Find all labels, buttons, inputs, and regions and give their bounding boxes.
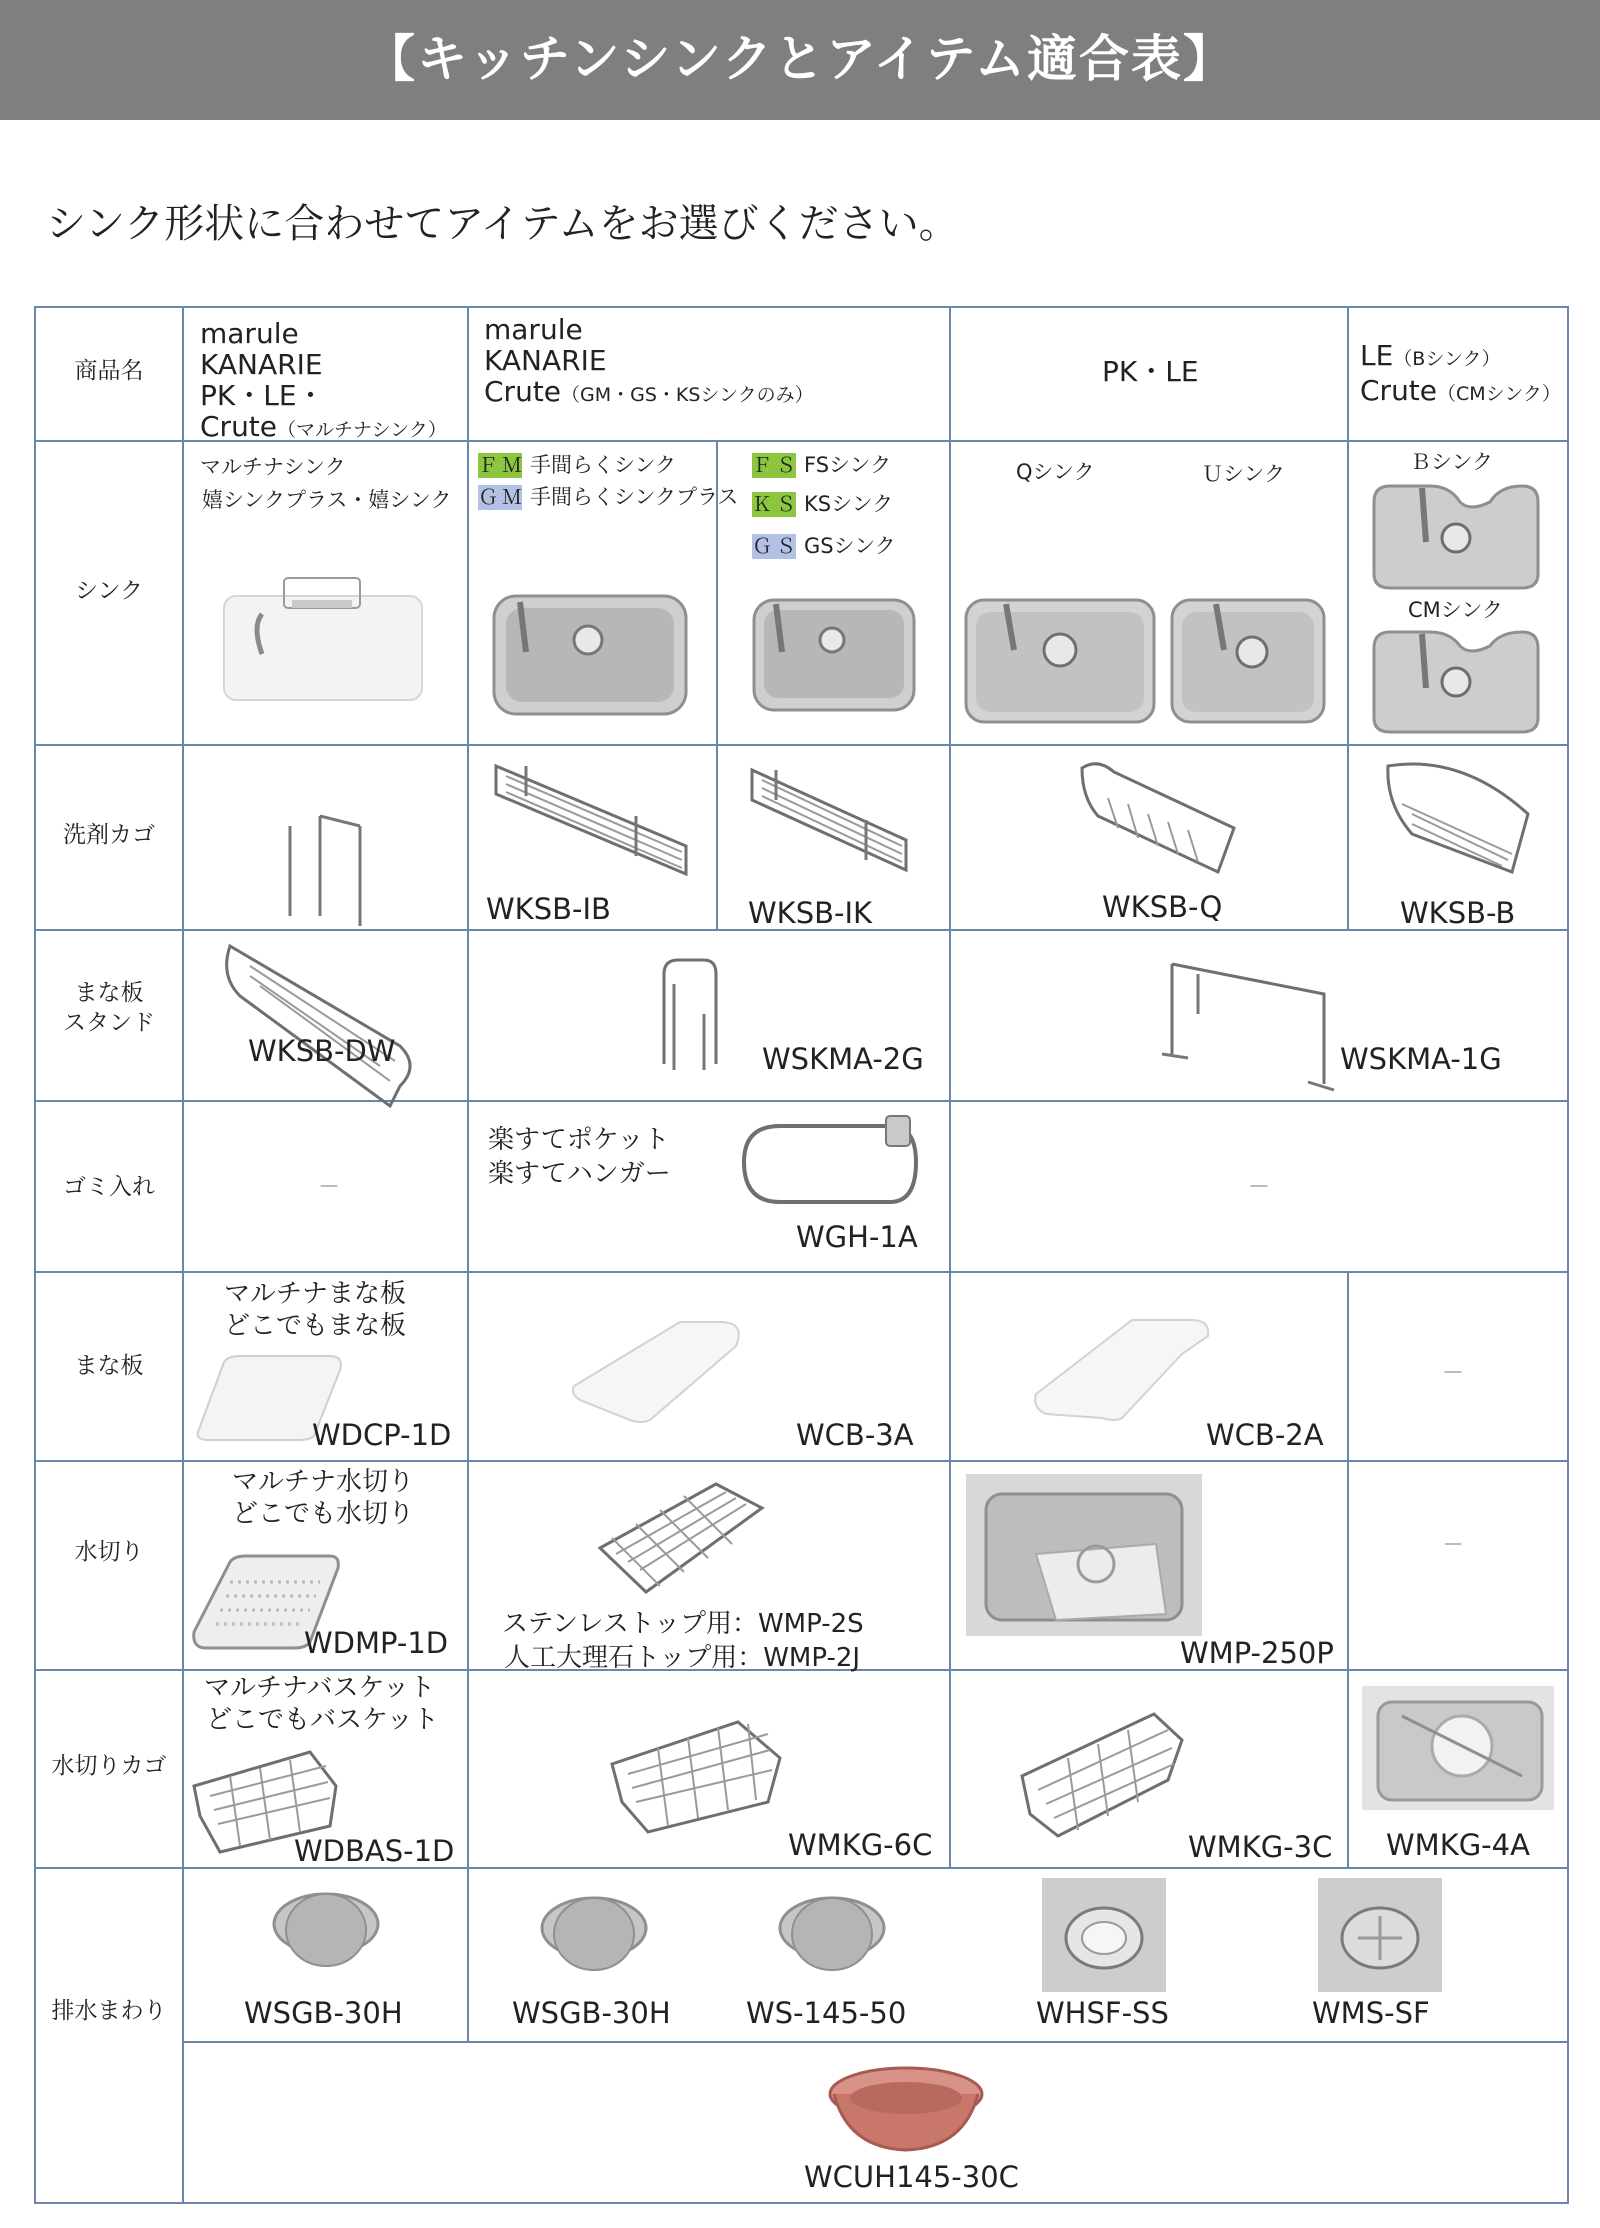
item-wcb-3a: WCB-3A bbox=[796, 1418, 914, 1452]
row-divider bbox=[34, 744, 1569, 746]
row-label-sink: シンク bbox=[75, 578, 143, 604]
product-name: marule bbox=[484, 313, 583, 346]
item-whsf-ss: WHSF-SS bbox=[1036, 1996, 1169, 2030]
sink-gs-label: GSシンク bbox=[804, 534, 896, 558]
item-wmkg-6c: WMKG-6C bbox=[788, 1828, 933, 1862]
sink-fm-label: 手間らくシンク bbox=[530, 453, 677, 477]
wcb-3a-image bbox=[570, 1316, 750, 1426]
table-border-top bbox=[34, 306, 1569, 308]
row-divider bbox=[34, 1867, 1569, 1869]
wmp-2s-image bbox=[596, 1478, 766, 1598]
item-wgh-1a: WGH-1A bbox=[796, 1220, 918, 1254]
wsgb-30h-image-2 bbox=[540, 1894, 648, 1992]
row-label-trash: ゴミ入れ bbox=[63, 1174, 155, 1200]
row-label-drain: 排水まわり bbox=[51, 1998, 167, 2024]
col-divider bbox=[716, 440, 718, 929]
product-name: Crute bbox=[1360, 374, 1438, 407]
drainer-desc-1: マルチナ水切り bbox=[232, 1467, 415, 1497]
sink-q-label: Qシンク bbox=[1016, 460, 1095, 484]
tag-fs: ＦＳ bbox=[752, 453, 800, 477]
header-col4 bbox=[1360, 340, 1561, 410]
wms-sf-image bbox=[1318, 1878, 1442, 1992]
row-label-drainer: 水切り bbox=[74, 1539, 144, 1565]
item-wmkg-4a: WMKG-4A bbox=[1386, 1828, 1530, 1862]
header-col2 bbox=[484, 314, 814, 411]
tag-gm: ＧＭ bbox=[478, 485, 526, 509]
wmp-line-1: ステンレストップ用：WMP-2S bbox=[502, 1609, 864, 1639]
b-sink-image bbox=[1370, 482, 1542, 592]
item-wksb-ik: WKSB-IK bbox=[748, 896, 873, 930]
wksb-ib-image bbox=[486, 756, 700, 876]
item-wsgb-30h-b: WSGB-30H bbox=[512, 1996, 671, 2030]
product-name: LE bbox=[1360, 339, 1394, 372]
wcuh145-30c-image bbox=[828, 2064, 984, 2154]
wksb-ik-image bbox=[746, 760, 916, 876]
item-wksb-dw: WKSB-DW bbox=[248, 1034, 396, 1068]
trash-desc-2: 楽すてハンガー bbox=[488, 1159, 671, 1189]
item-wdcp-1d: WDCP-1D bbox=[312, 1418, 452, 1452]
sink-fs-label: FSシンク bbox=[804, 453, 892, 477]
dash: － bbox=[318, 1175, 341, 1200]
wgh-1a-image bbox=[740, 1112, 920, 1212]
wksb-dw-image bbox=[220, 806, 440, 1116]
page-title: 【キッチンシンクとアイテム適合表】 bbox=[0, 0, 1600, 120]
row-label-board-stand bbox=[34, 978, 184, 1038]
board-desc-1: マルチナまな板 bbox=[224, 1279, 407, 1309]
sink-ks-label: KSシンク bbox=[804, 492, 894, 516]
wskma-2g-image bbox=[654, 954, 724, 1074]
dash: － bbox=[1248, 1175, 1271, 1200]
col-divider bbox=[1347, 306, 1349, 929]
ws-145-50-image bbox=[778, 1894, 886, 1992]
item-wskma-1g: WSKMA-1G bbox=[1340, 1042, 1502, 1076]
row-divider bbox=[34, 1271, 1569, 1273]
sink-fm bbox=[478, 449, 676, 479]
wcb-2a-image bbox=[1032, 1314, 1214, 1424]
wmkg-4a-image bbox=[1362, 1686, 1554, 1810]
tag-ks: ＫＳ bbox=[752, 492, 800, 516]
item-wdmp-1d: WDMP-1D bbox=[304, 1626, 449, 1660]
col-divider bbox=[1347, 1271, 1349, 1867]
white-sink-image bbox=[222, 574, 428, 702]
product-note: （Bシンク） bbox=[1393, 348, 1501, 370]
item-wksb-ib: WKSB-IB bbox=[486, 892, 611, 926]
sink-b-label: Ｂシンク bbox=[1410, 450, 1494, 474]
page-subtitle: シンク形状に合わせてアイテムをお選びください。 bbox=[46, 201, 959, 247]
basket-desc-1: マルチナバスケット bbox=[204, 1673, 436, 1703]
product-note: （CMシンク） bbox=[1437, 383, 1561, 405]
product-name: marule bbox=[200, 317, 299, 350]
item-wksb-b: WKSB-B bbox=[1400, 896, 1516, 930]
item-wksb-q: WKSB-Q bbox=[1102, 890, 1223, 924]
table-border-bottom bbox=[34, 2202, 1569, 2204]
wmkg-3c-image bbox=[1018, 1710, 1186, 1840]
header-label: 商品名 bbox=[74, 358, 144, 384]
wskma-1g-image bbox=[1158, 954, 1338, 1104]
row-divider bbox=[34, 1460, 1569, 1462]
basket-desc-2: どこでもバスケット bbox=[206, 1705, 439, 1735]
row-label-board-stand-line2: スタンド bbox=[63, 1010, 155, 1036]
steel-sink-fs-image bbox=[750, 596, 918, 714]
header-col3: PK・LE bbox=[1102, 355, 1199, 388]
wksb-b-image bbox=[1382, 754, 1532, 878]
row-label-drainer-basket: 水切りカゴ bbox=[51, 1753, 167, 1779]
row-divider bbox=[182, 2041, 1569, 2043]
sink-ks bbox=[752, 488, 893, 518]
wmp-line-2: 人工大理石トップ用：WMP-2J bbox=[504, 1643, 861, 1673]
product-name: Crute bbox=[484, 375, 562, 408]
steel-sink-fm-image bbox=[490, 592, 690, 718]
item-wms-sf: WMS-SF bbox=[1312, 1996, 1430, 2030]
sink-gm-label: 手間らくシンクプラス bbox=[530, 485, 739, 509]
product-name: KANARIE bbox=[484, 344, 607, 377]
sink-gm bbox=[478, 481, 738, 511]
drainer-desc-2: どこでも水切り bbox=[232, 1499, 415, 1529]
row-label-cutting-board: まな板 bbox=[74, 1353, 144, 1379]
item-wdbas-1d: WDBAS-1D bbox=[294, 1834, 455, 1868]
product-name: KANARIE bbox=[200, 348, 323, 381]
row-label-detergent-basket: 洗剤カゴ bbox=[63, 822, 155, 848]
item-wcb-2a: WCB-2A bbox=[1206, 1418, 1324, 1452]
tag-fm: ＦＭ bbox=[478, 453, 526, 477]
item-wskma-2g: WSKMA-2G bbox=[762, 1042, 924, 1076]
q-sink-image bbox=[962, 596, 1158, 726]
item-ws-145-50: WS-145-50 bbox=[746, 1996, 907, 2030]
product-name: Crute bbox=[200, 410, 278, 443]
row-label-board-stand-line1: まな板 bbox=[74, 980, 144, 1006]
item-wmp-250p: WMP-250P bbox=[1180, 1636, 1334, 1670]
sink-fs bbox=[752, 449, 891, 479]
col-divider bbox=[949, 306, 951, 1867]
item-wmkg-3c: WMKG-3C bbox=[1188, 1830, 1333, 1864]
table-border-right bbox=[1567, 306, 1569, 2204]
product-note: （GM・GS・KSシンクのみ） bbox=[561, 384, 814, 406]
dash: － bbox=[1442, 1533, 1465, 1558]
header-col1 bbox=[200, 318, 447, 446]
cm-sink-image bbox=[1370, 628, 1542, 736]
sink-cm-label: CMシンク bbox=[1408, 598, 1503, 622]
col-divider bbox=[467, 306, 469, 2043]
sink-gs bbox=[752, 530, 896, 560]
whsf-ss-image bbox=[1042, 1878, 1166, 1992]
item-wcuh145-30c: WCUH145-30C bbox=[804, 2160, 1019, 2194]
dash: － bbox=[1442, 1361, 1465, 1386]
board-desc-2: どこでもまな板 bbox=[224, 1311, 407, 1341]
compatibility-table bbox=[34, 306, 1569, 2204]
u-sink-image bbox=[1168, 596, 1328, 726]
sink-label-ureshi: 嬉シンクプラス・嬉シンク bbox=[202, 488, 452, 512]
wksb-q-image bbox=[1078, 758, 1240, 878]
sink-u-label: Ｕシンク bbox=[1202, 462, 1286, 486]
product-name: PK・LE・ bbox=[200, 379, 325, 412]
wsgb-30h-image-1 bbox=[272, 1890, 380, 1988]
wmkg-6c-image bbox=[608, 1714, 784, 1838]
wmp-250p-image bbox=[966, 1474, 1202, 1636]
tag-gs: ＧＳ bbox=[752, 534, 800, 558]
item-wsgb-30h-a: WSGB-30H bbox=[244, 1996, 403, 2030]
sink-label-multina: マルチナシンク bbox=[200, 455, 346, 479]
product-note: （マルチナシンク） bbox=[277, 419, 447, 441]
trash-desc-1: 楽すてポケット bbox=[488, 1125, 670, 1155]
